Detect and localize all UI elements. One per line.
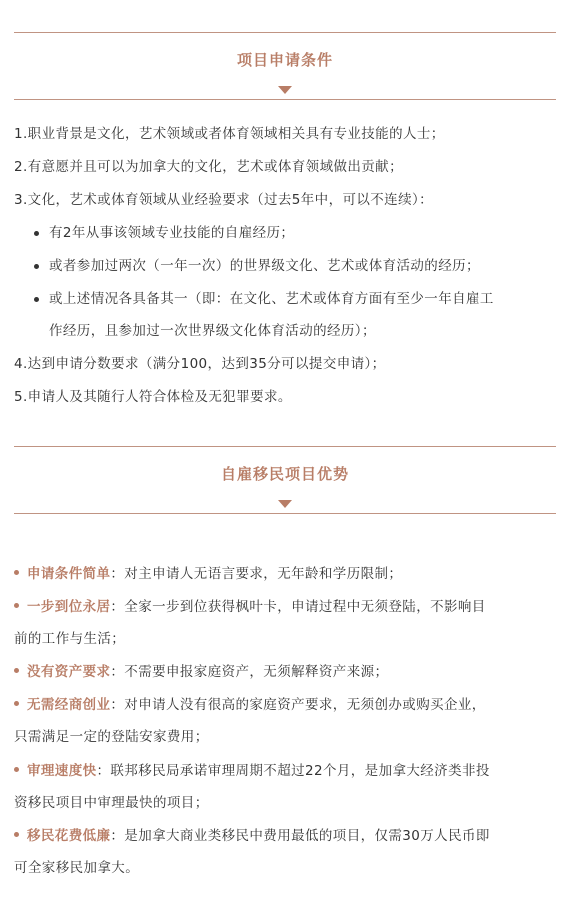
- bullet-dot-icon: [14, 570, 19, 575]
- experience-bullet-1: 有2年从事该领域专业技能的自雇经历；: [49, 225, 295, 241]
- condition-item-1: 1.职业背景是文化，艺术领域或者体育领域相关具有专业技能的人士；: [14, 126, 445, 142]
- advantage-key: 没有资产要求: [27, 664, 111, 680]
- condition-item-4: 4.达到申请分数要求（满分100，达到35分可以提交申请）；: [14, 356, 386, 372]
- section-title: 自雇移民项目优势: [220, 465, 349, 483]
- section-title: 项目申请条件: [236, 51, 333, 69]
- bullet-dot-icon: [14, 767, 19, 772]
- bullet-dot-icon: [14, 701, 19, 706]
- advantage-item-1: [14, 564, 559, 584]
- advantage-item-3: [14, 662, 559, 682]
- condition-item-2: 2.有意愿并且可以为加拿大的文化，艺术或体育领域做出贡献；: [14, 159, 403, 175]
- section-header-advantages: [14, 446, 556, 514]
- advantage-key: 申请条件简单: [27, 566, 111, 582]
- advantage-text: ：全家一步到位获得枫叶卡，申请过程中无须登陆，不影响目: [110, 599, 486, 615]
- advantage-item-4: [14, 695, 559, 715]
- advantage-item-2-cont: 前的工作与生活；: [14, 631, 126, 647]
- bullet-dot-icon: [14, 832, 19, 837]
- bullet-dot-icon: [34, 297, 39, 302]
- experience-bullet-3-cont: 作经历，且参加过一次世界级文化体育活动的经历）；: [49, 323, 376, 339]
- advantage-item-6-cont: 可全家移民加拿大。: [14, 860, 140, 876]
- advantage-text: ：对主申请人无语言要求，无年龄和学历限制；: [110, 566, 403, 582]
- advantage-key: 无需经商创业: [27, 697, 111, 713]
- bullet-dot-icon: [14, 603, 19, 608]
- bullet-dot-icon: [34, 231, 39, 236]
- advantage-key: 移民花费低廉: [27, 828, 111, 844]
- advantage-item-6: [14, 826, 559, 846]
- advantage-key: 一步到位永居: [27, 599, 111, 615]
- advantage-text: ：对申请人没有很高的家庭资产要求，无须创办或购买企业，: [110, 697, 486, 713]
- bullet-dot-icon: [14, 668, 19, 673]
- triangle-down-icon: [278, 500, 292, 508]
- condition-item-5: 5.申请人及其随行人符合体检及无犯罪要求。: [14, 389, 292, 405]
- bullet-dot-icon: [34, 264, 39, 269]
- advantage-text: ：是加拿大商业类移民中费用最低的项目，仅需30万人民币即: [110, 828, 490, 844]
- advantage-item-4-cont: 只需满足一定的登陆安家费用；: [14, 729, 209, 745]
- advantage-item-5-cont: 资移民项目中审理最快的项目；: [14, 795, 209, 811]
- condition-item-3: 3.文化，艺术或体育领域从业经验要求（过去5年中，可以不连续）：: [14, 192, 434, 208]
- experience-bullet-2: 或者参加过两次（一年一次）的世界级文化、艺术或体育活动的经历；: [49, 258, 480, 274]
- advantage-item-2: [14, 597, 559, 617]
- experience-bullet-3: 或上述情况各具备其一（即：在文化、艺术或体育方面有至少一年自雇工: [49, 291, 494, 307]
- triangle-down-icon: [278, 86, 292, 94]
- advantage-text: ：联邦移民局承诺审理周期不超过22个月，是加拿大经济类非投: [96, 763, 490, 779]
- section-header-application-conditions: [14, 32, 556, 100]
- advantage-item-5: [14, 761, 559, 781]
- advantage-key: 审理速度快: [27, 763, 97, 779]
- advantage-text: ：不需要申报家庭资产，无须解释资产来源；: [110, 664, 389, 680]
